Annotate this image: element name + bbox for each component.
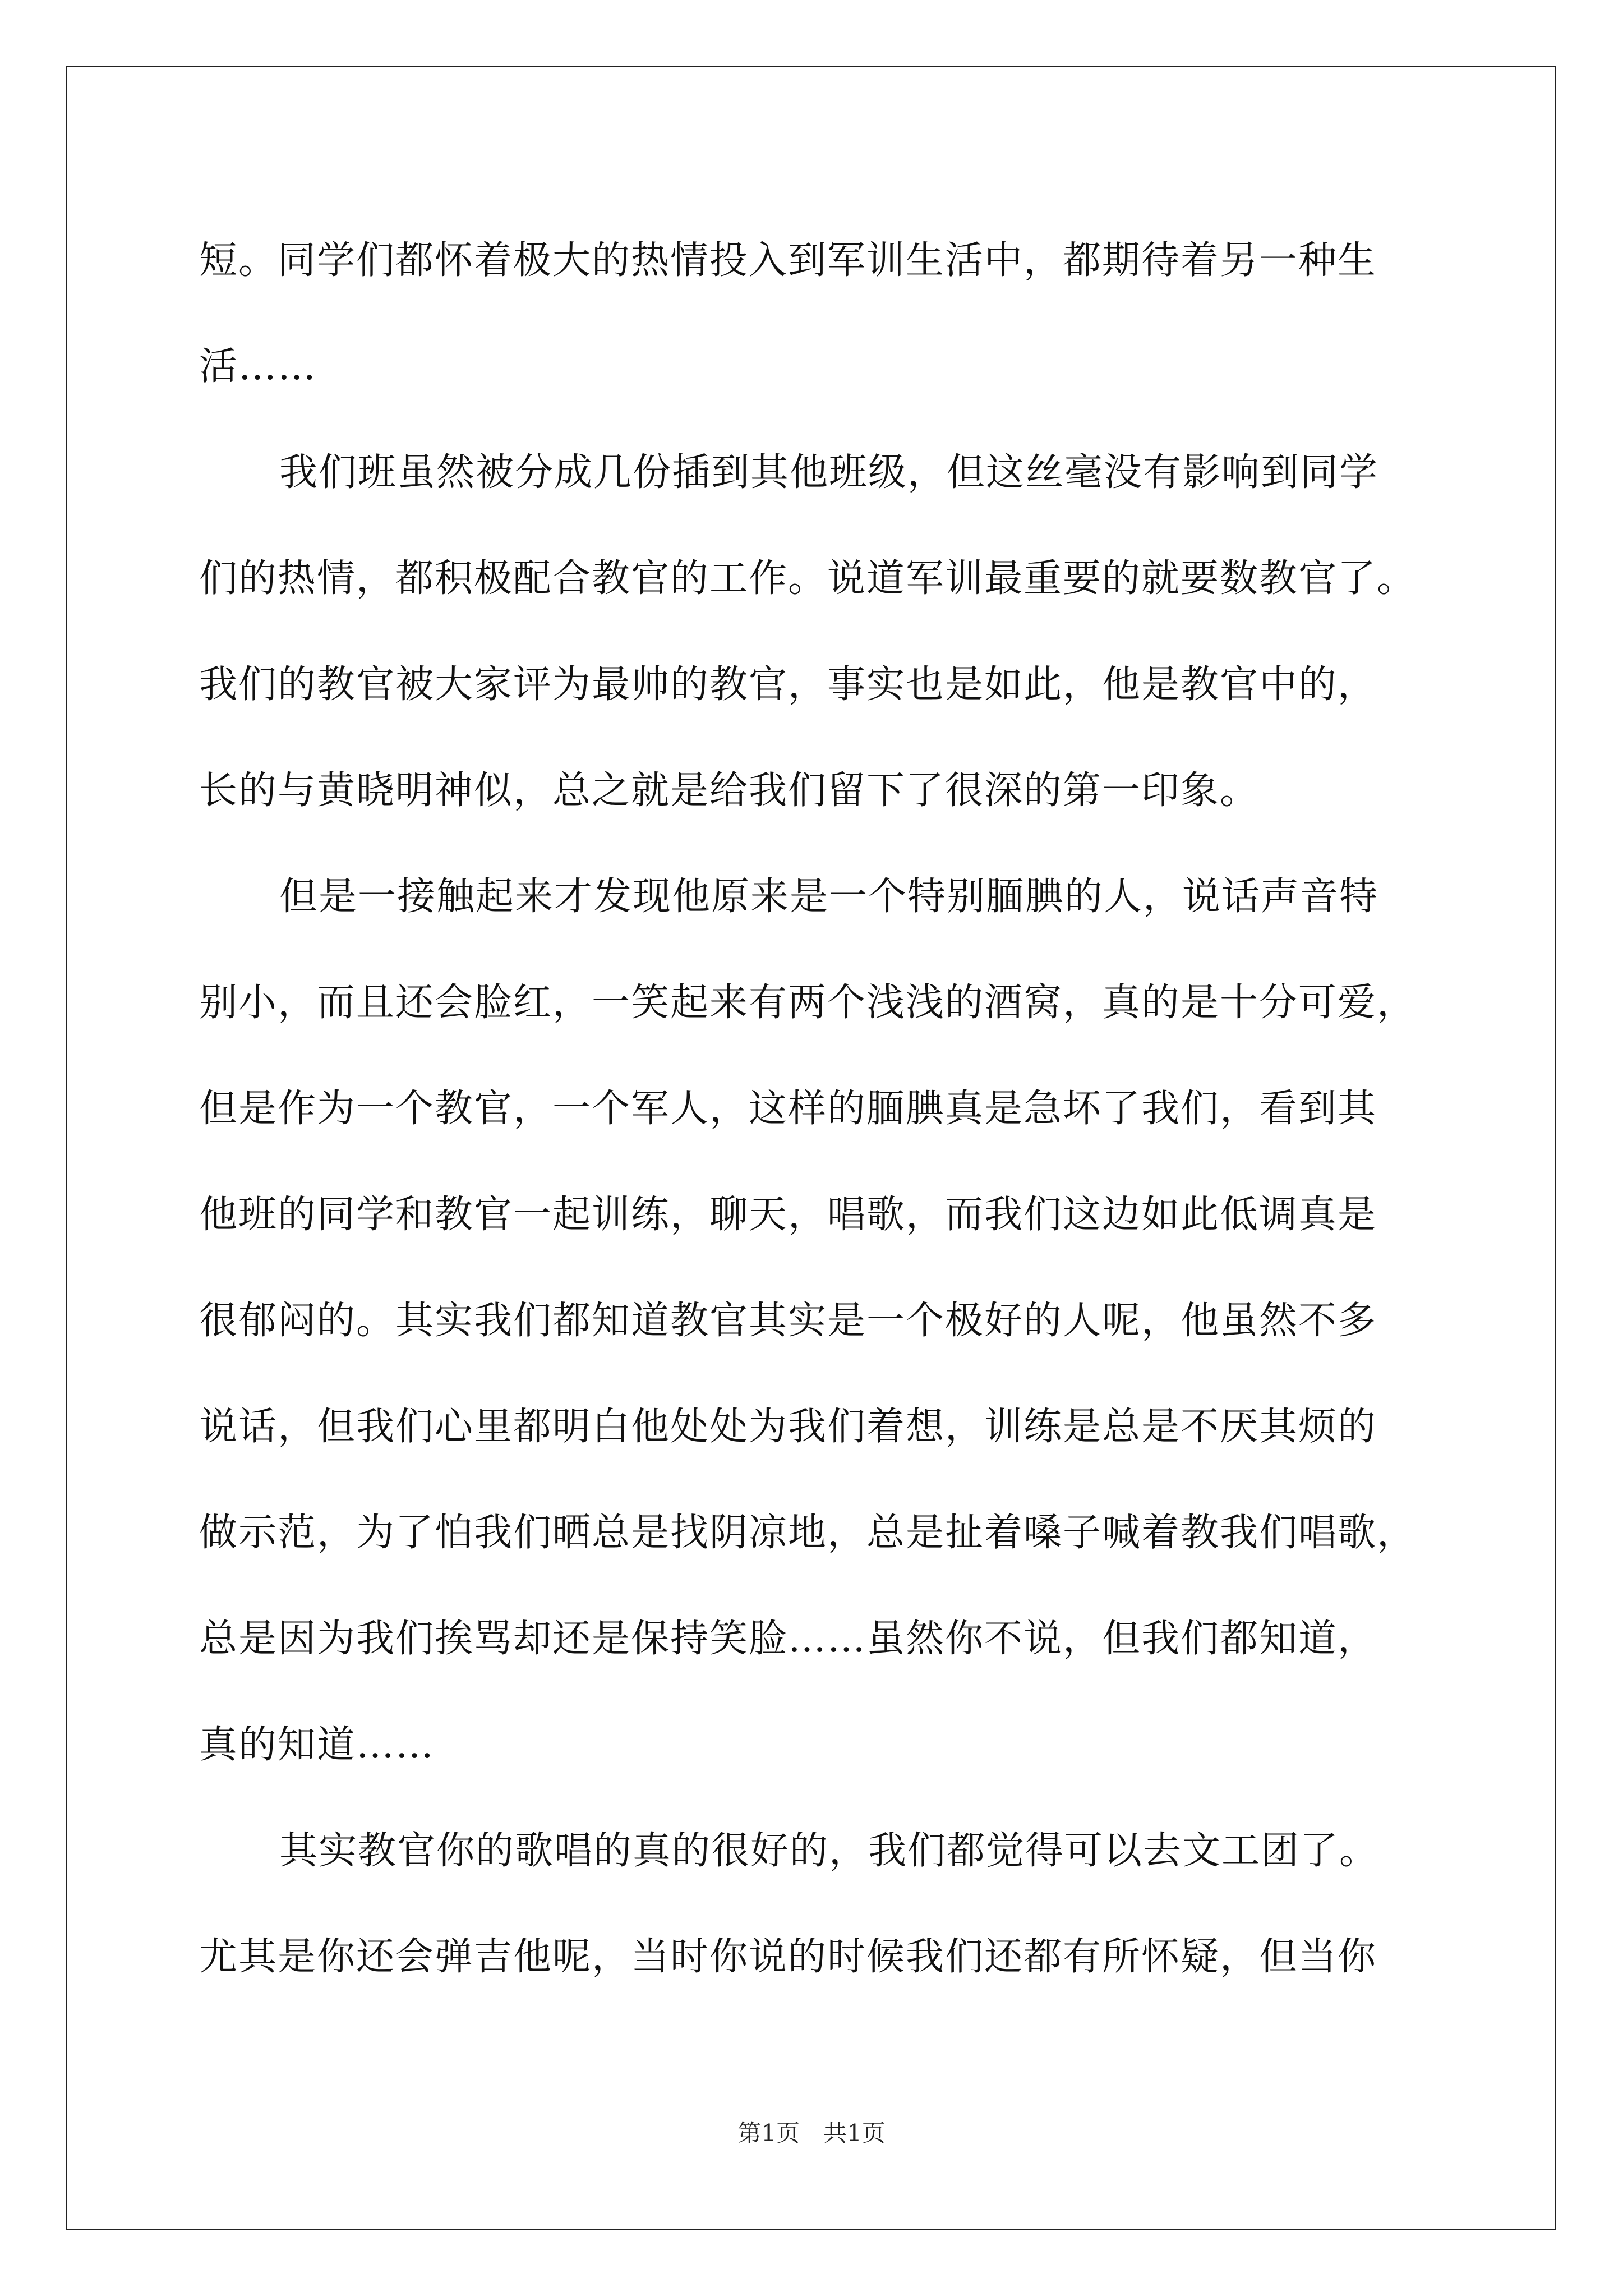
text-line: 真的知道…… [199,1723,435,1767]
text-line: 尤其是你还会弹吉他呢，当时你说的时候我们还都有所怀疑，但当你 [199,1935,1377,1979]
text-line: 别小，而且还会脸红，一笑起来有两个浅浅的酒窝，真的是十分可爱， [199,981,1417,1025]
page-number-footer: 第1页 共1页 [737,2119,886,2147]
text-line: 很郁闷的。其实我们都知道教官其实是一个极好的人呢，他虽然不多 [199,1299,1377,1343]
text-line: 我们班虽然被分成几份插到其他班级，但这丝毫没有影响到同学 [279,450,1379,495]
text-line: 但是作为一个教官，一个军人，这样的腼腆真是急坏了我们，看到其 [199,1087,1377,1131]
text-line: 总是因为我们挨骂却还是保持笑脸……虽然你不说，但我们都知道， [199,1617,1377,1661]
text-line: 他班的同学和教官一起训练，聊天，唱歌，而我们这边如此低调真是 [199,1193,1377,1237]
text-line: 做示范，为了怕我们晒总是找阴凉地，总是扯着嗓子喊着教我们唱歌， [199,1511,1417,1555]
text-line: 但是一接触起来才发现他原来是一个特别腼腆的人，说话声音特 [279,875,1379,919]
text-line: 活…… [199,344,317,389]
text-line: 短。同学们都怀着极大的热情投入到军训生活中，都期待着另一种生 [199,238,1377,283]
text-line: 长的与黄晓明神似，总之就是给我们留下了很深的第一印象。 [199,769,1260,813]
text-line: 我们的教官被大家评为最帅的教官，事实也是如此，他是教官中的， [199,662,1377,707]
text-line: 其实教官你的歌唱的真的很好的，我们都觉得可以去文工团了。 [279,1829,1379,1873]
document-body [199,208,1433,2010]
text-line: 说话，但我们心里都明白他处处为我们着想，训练是总是不厌其烦的 [199,1405,1377,1449]
text-line: 们的热情，都积极配合教官的工作。说道军训最重要的就要数教官了。 [199,556,1417,601]
